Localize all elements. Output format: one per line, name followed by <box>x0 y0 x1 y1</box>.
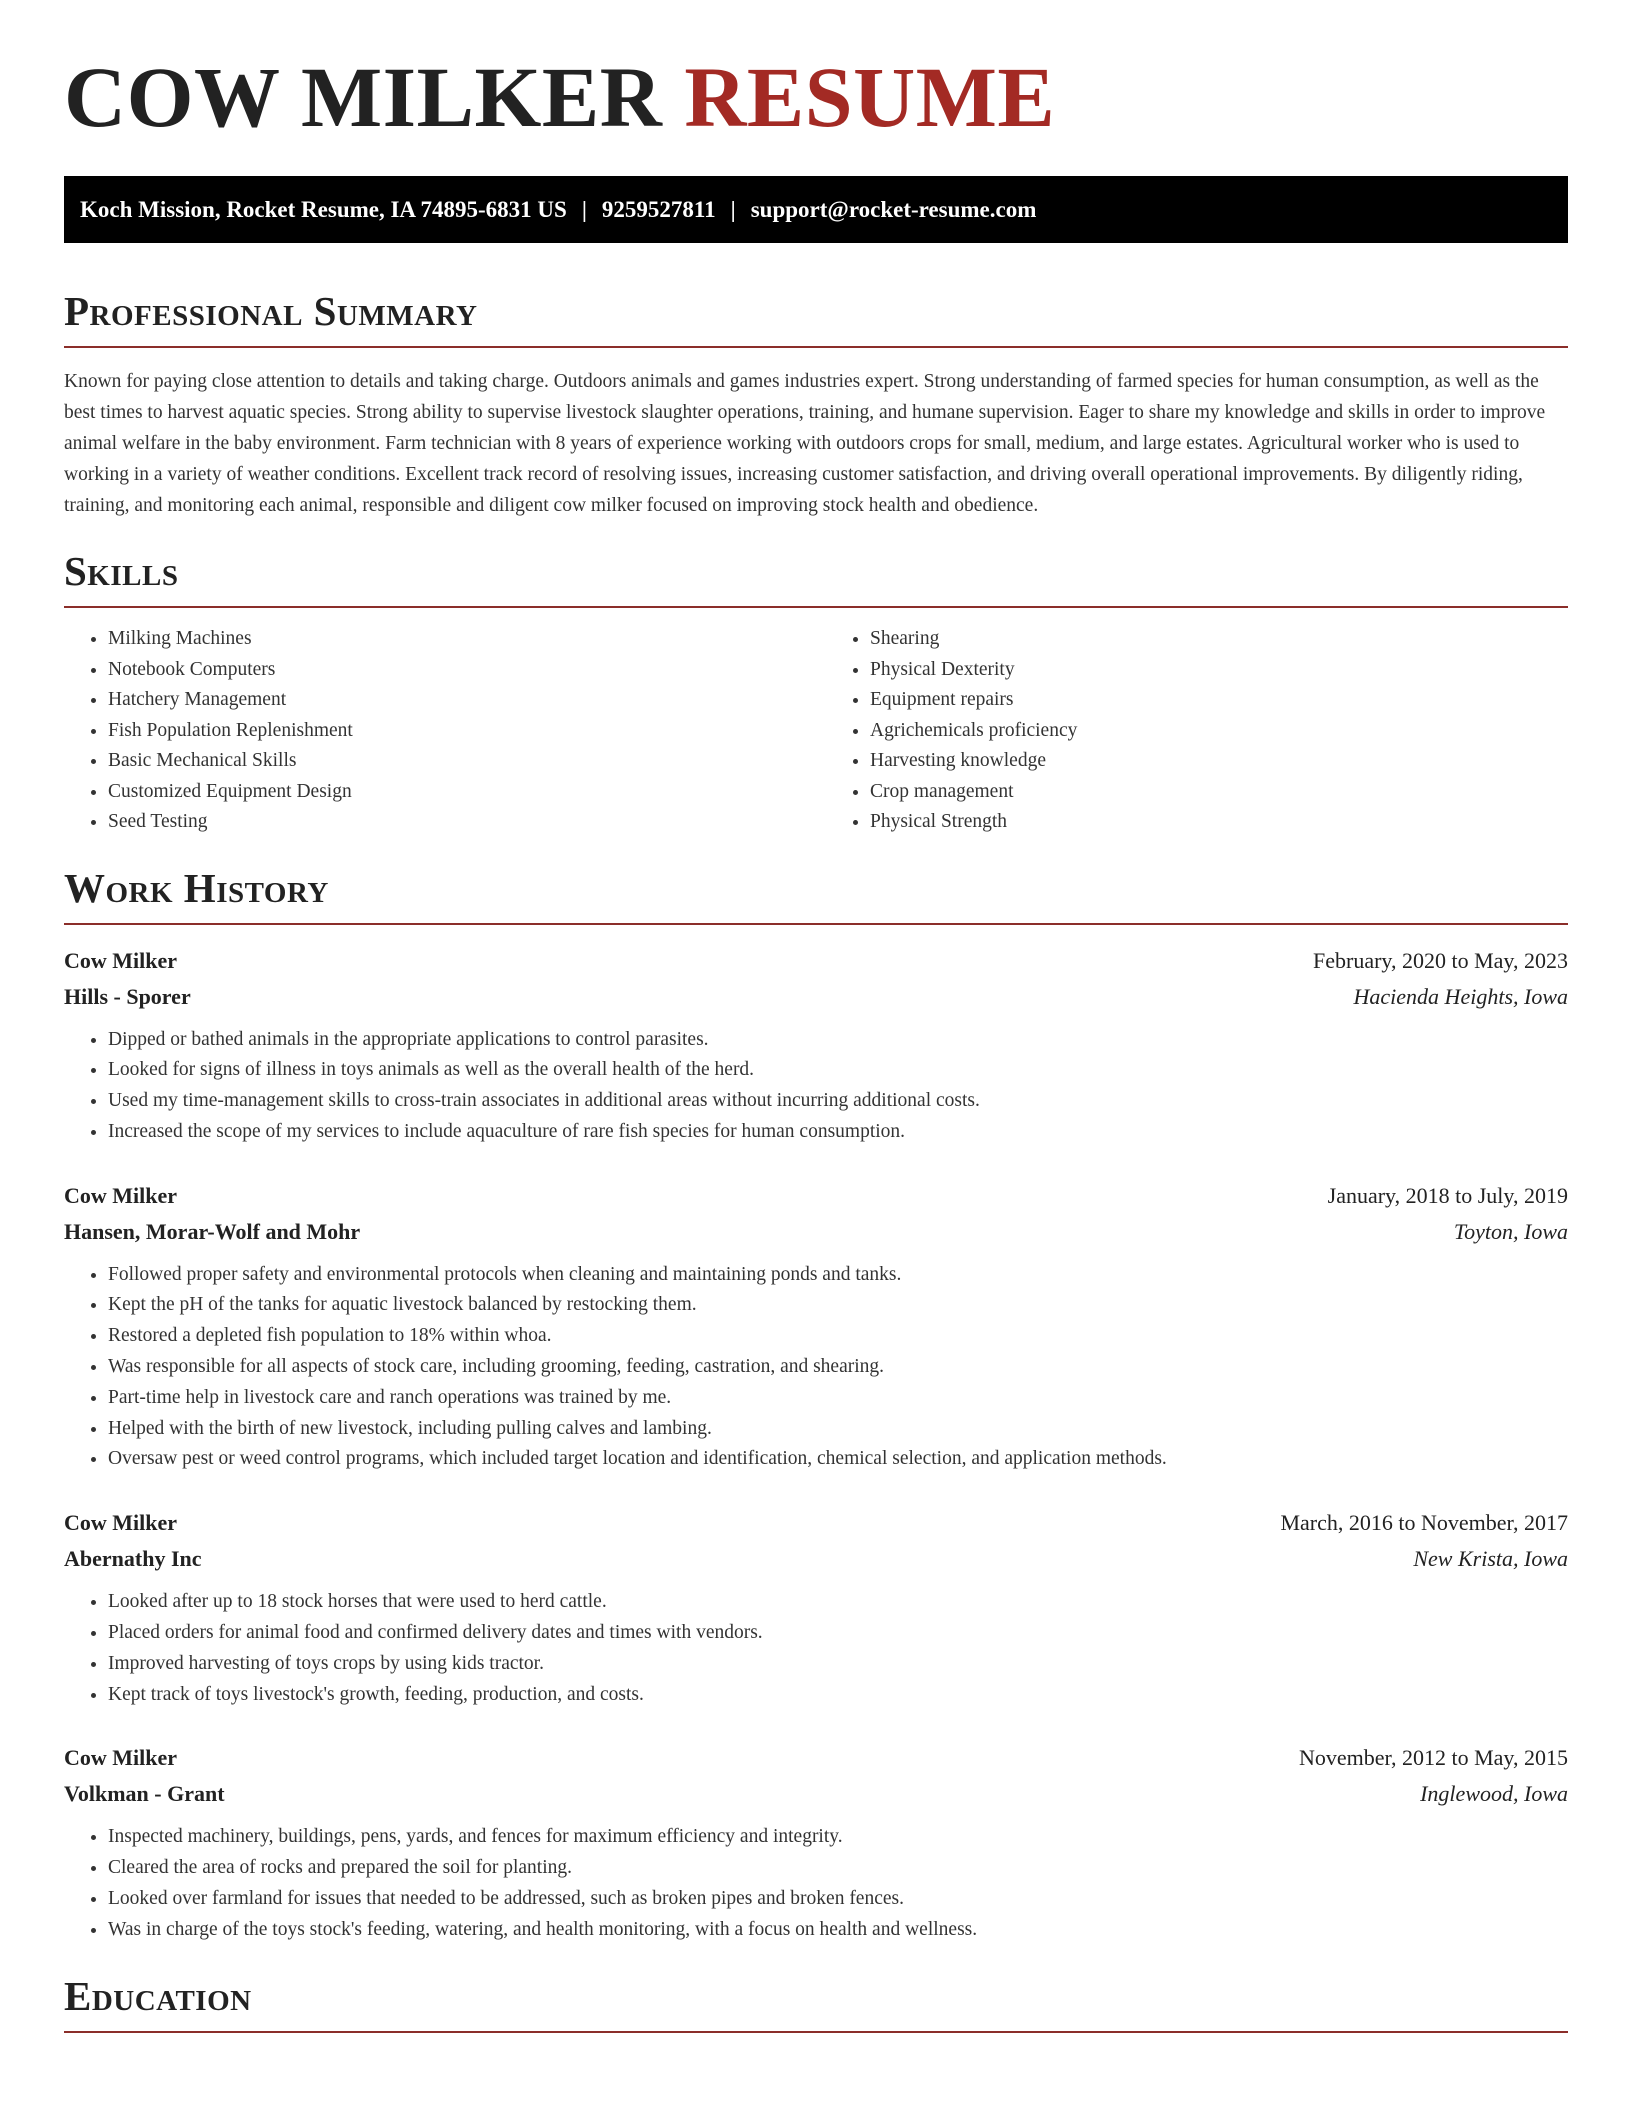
job-header-row <box>64 1178 1568 1214</box>
skill-item: • Milking Machines <box>108 624 806 655</box>
job-dates: February, 2020 to May, 2023 <box>1313 947 1568 973</box>
job-title: Cow Milker <box>64 1182 178 1208</box>
job-location: New Krista, Iowa <box>1413 1546 1568 1572</box>
job-bullet: • Cleared the area of rocks and prepared the soil for planting. <box>108 1853 1568 1884</box>
job-dates: January, 2018 to July, 2019 <box>1327 1182 1568 1208</box>
contact-phone: 9259527811 <box>601 196 716 222</box>
contact-email: support@rocket-resume.com <box>750 196 1037 222</box>
job-entry <box>64 943 1568 1148</box>
job-dates: November, 2012 to May, 2015 <box>1299 1745 1568 1771</box>
skill-item: • Seed Testing <box>108 807 806 838</box>
job-dates: March, 2016 to November, 2017 <box>1280 1510 1568 1536</box>
education-heading: Education <box>64 1976 1568 2033</box>
job-bullet-list <box>64 1260 1568 1476</box>
job-title: Cow Milker <box>64 1510 178 1536</box>
skill-item: • Shearing <box>870 624 1568 655</box>
job-bullet: • Increased the scope of my services to include aquaculture of rare fish species for human consumption. <box>108 1117 1568 1148</box>
resume-title <box>64 0 1568 145</box>
job-bullet: • Kept the pH of the tanks for aquatic livestock balanced by restocking them. <box>108 1290 1568 1321</box>
job-bullet: • Oversaw pest or weed control programs, which included target location and identification, chemical selection, and application methods. <box>108 1444 1568 1475</box>
job-title: Cow Milker <box>64 1745 178 1771</box>
job-bullet: • Followed proper safety and environmental protocols when cleaning and maintaining ponds and tanks. <box>108 1260 1568 1291</box>
skill-item: • Agrichemicals proficiency <box>870 716 1568 747</box>
job-bullet: • Improved harvesting of toys crops by using kids tractor. <box>108 1649 1568 1680</box>
skill-item: • Hatchery Management <box>108 685 806 716</box>
job-company: Hansen, Morar-Wolf and Mohr <box>64 1218 361 1244</box>
contact-bar <box>64 176 1568 243</box>
job-bullet-list <box>64 1822 1568 1945</box>
title-main: COW MILKER <box>64 49 663 145</box>
skill-item: • Customized Equipment Design <box>108 777 806 808</box>
job-company-row <box>64 979 1568 1015</box>
job-location: Hacienda Heights, Iowa <box>1353 983 1568 1009</box>
job-header-row <box>64 1505 1568 1541</box>
job-bullet: • Looked for signs of illness in toys animals as well as the overall health of the herd. <box>108 1055 1568 1086</box>
contact-address: Koch Mission, Rocket Resume, IA 74895-6831 US <box>80 196 567 222</box>
skills-heading: Skills <box>64 551 1568 608</box>
job-header-row <box>64 1740 1568 1776</box>
job-location: Inglewood, Iowa <box>1420 1781 1568 1807</box>
job-bullet: • Placed orders for animal food and confirmed delivery dates and times with vendors. <box>108 1618 1568 1649</box>
job-company: Abernathy Inc <box>64 1546 202 1572</box>
job-company-row <box>64 1541 1568 1577</box>
job-entry <box>64 1740 1568 1945</box>
job-header-row <box>64 943 1568 979</box>
work-history-list <box>64 943 1568 1946</box>
title-accent: RESUME <box>684 49 1056 145</box>
skill-item: • Basic Mechanical Skills <box>108 746 806 777</box>
job-location: Toyton, Iowa <box>1453 1218 1568 1244</box>
job-bullet: • Restored a depleted fish population to 18% within whoa. <box>108 1321 1568 1352</box>
skills-grid <box>64 624 1568 838</box>
job-bullet-list <box>64 1587 1568 1710</box>
job-company-row <box>64 1776 1568 1812</box>
job-bullet: • Inspected machinery, buildings, pens, yards, and fences for maximum efficiency and integrity. <box>108 1822 1568 1853</box>
work-history-heading: Work History <box>64 868 1568 925</box>
job-bullet: • Looked over farmland for issues that needed to be addressed, such as broken pipes and broken fences. <box>108 1884 1568 1915</box>
job-company-row <box>64 1214 1568 1250</box>
job-bullet: • Was in charge of the toys stock's feeding, watering, and health monitoring, with a focus on health and wellness. <box>108 1915 1568 1946</box>
job-bullet: • Was responsible for all aspects of stock care, including grooming, feeding, castration, and shearing. <box>108 1352 1568 1383</box>
skill-item: • Fish Population Replenishment <box>108 716 806 747</box>
skill-item: • Equipment repairs <box>870 685 1568 716</box>
skill-item: • Crop management <box>870 777 1568 808</box>
job-bullet: • Used my time-management skills to cross-train associates in additional areas without incurring additional costs. <box>108 1086 1568 1117</box>
job-bullet-list <box>64 1025 1568 1148</box>
job-bullet: • Helped with the birth of new livestock, including pulling calves and lambing. <box>108 1414 1568 1445</box>
summary-text: Known for paying close attention to details and taking charge. Outdoors animals and games industries expert. Strong understanding of farmed species for human consumption, as well as the best times to harvest aquatic species. Strong ability to supervise livestock slaughter operations, training, and humane supervision. Eager to share my knowledge and skills in order to improve animal welfare in the baby environment. Farm technician with 8 years of experience working with outdoors crops for small, medium, and large estates. Agricultural worker who is used to working in a variety of weather conditions. Excellent track record of resolving issues, increasing customer satisfaction, and driving overall operational improvements. By diligently riding, training, and monitoring each animal, responsible and diligent cow milker focused on improving stock health and obedience. <box>64 371 1546 516</box>
contact-separator: | <box>730 196 736 222</box>
job-bullet: • Looked after up to 18 stock horses that were used to herd cattle. <box>108 1587 1568 1618</box>
skill-item: • Notebook Computers <box>108 655 806 686</box>
job-title: Cow Milker <box>64 947 178 973</box>
job-bullet: • Kept track of toys livestock's growth, feeding, production, and costs. <box>108 1680 1568 1711</box>
skills-list-left <box>64 624 806 838</box>
skill-item: • Physical Strength <box>870 807 1568 838</box>
job-company: Volkman - Grant <box>64 1781 225 1807</box>
skill-item: • Harvesting knowledge <box>870 746 1568 777</box>
skill-item: • Physical Dexterity <box>870 655 1568 686</box>
job-bullet: • Dipped or bathed animals in the appropriate applications to control parasites. <box>108 1025 1568 1056</box>
skills-list-right <box>826 624 1568 838</box>
job-entry <box>64 1505 1568 1710</box>
contact-separator: | <box>581 196 587 222</box>
job-company: Hills - Sporer <box>64 983 191 1009</box>
job-bullet: • Part-time help in livestock care and ranch operations was trained by me. <box>108 1383 1568 1414</box>
summary-heading: Professional Summary <box>64 291 1568 348</box>
job-entry <box>64 1178 1568 1476</box>
